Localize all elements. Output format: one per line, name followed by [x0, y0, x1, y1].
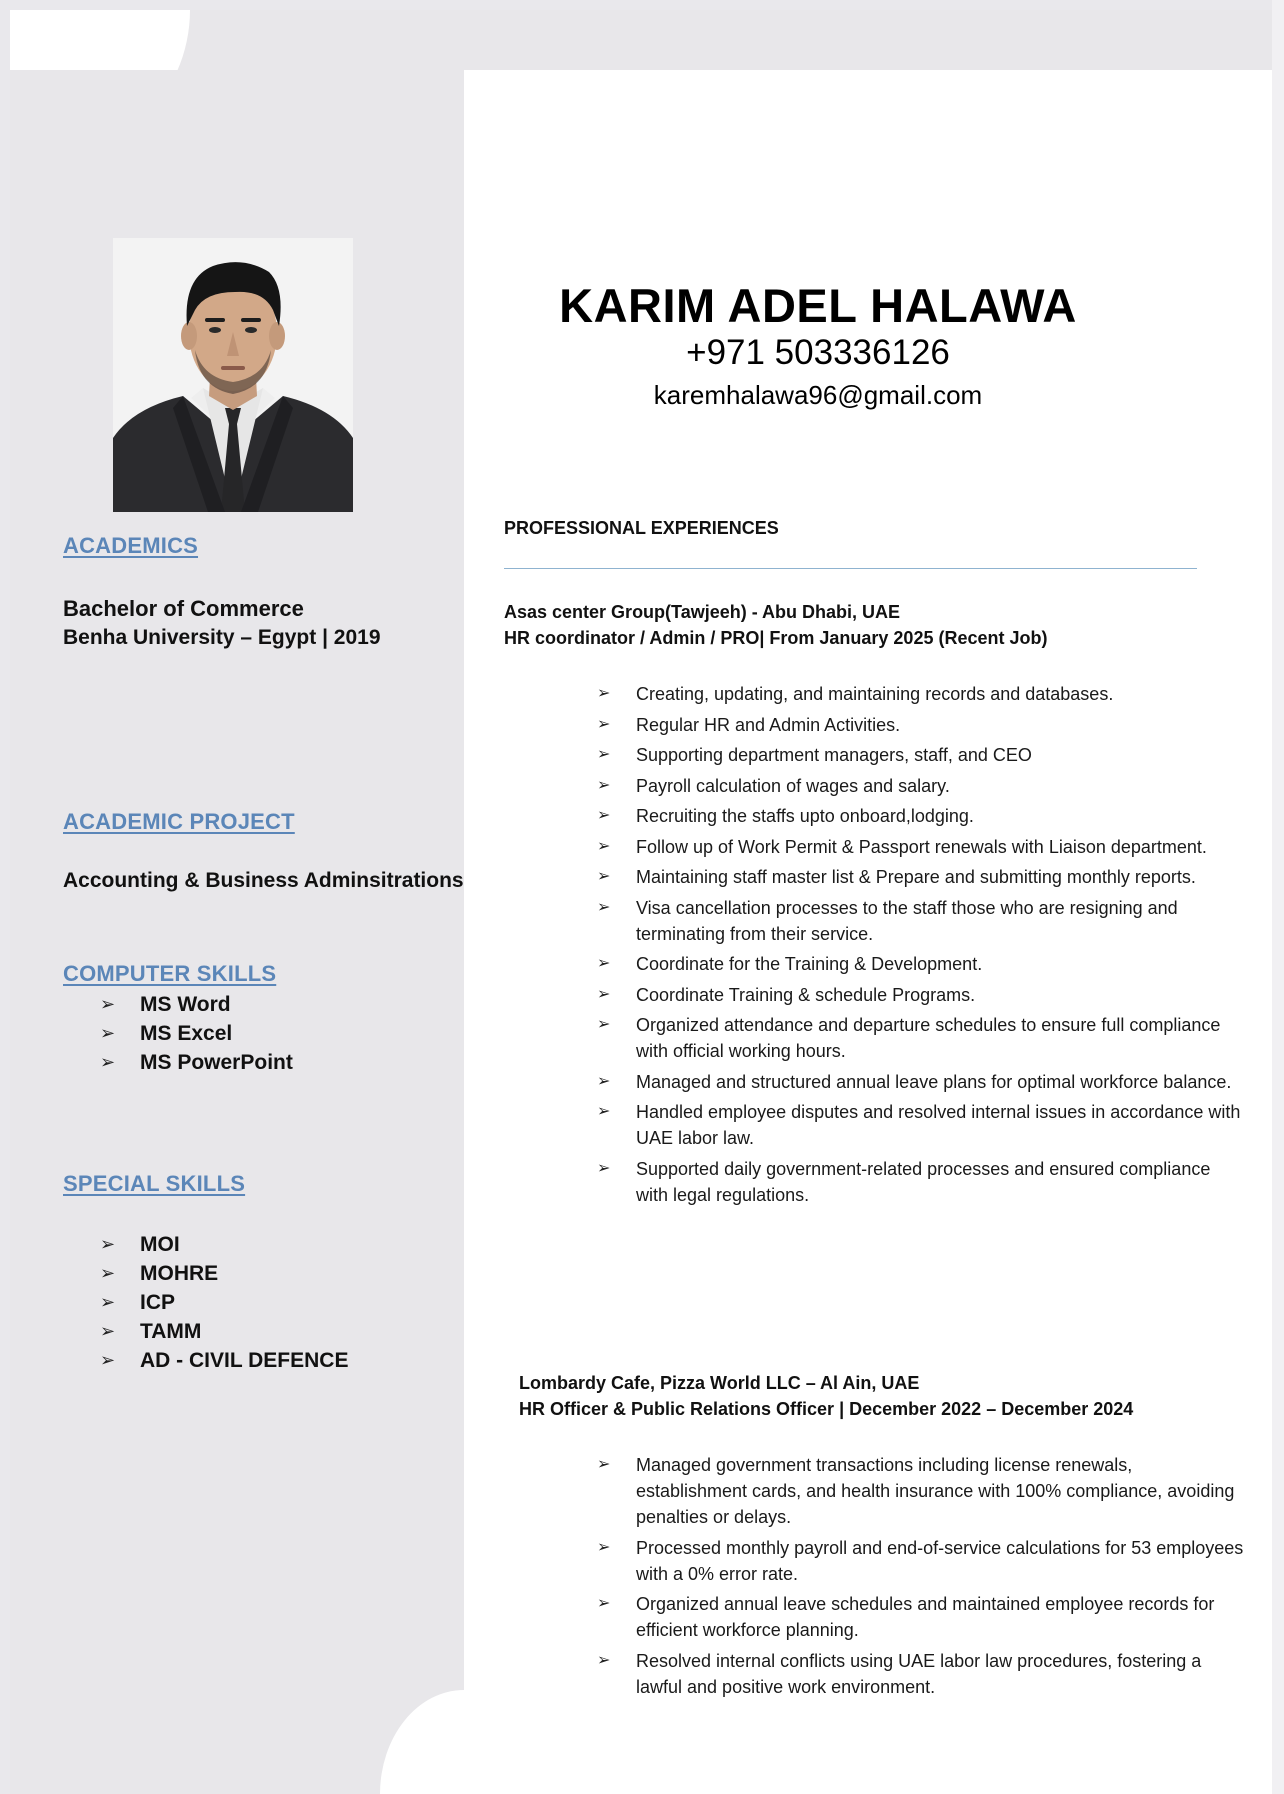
- page-frame-left: [0, 0, 10, 1794]
- experience-heading: PROFESSIONAL EXPERIENCES: [504, 518, 779, 538]
- list-item: ➢ Supported daily government-related processes and ensured compliance with legal regulations.: [597, 1156, 1247, 1208]
- academic-project-heading: ACADEMIC PROJECT: [63, 809, 295, 834]
- list-item: ➢ Managed and structured annual leave plans for optimal workforce balance.: [597, 1069, 1247, 1095]
- job-role: HR coordinator / Admin / PRO| From January 2025 (Recent Job): [504, 628, 1048, 648]
- degree-text: Bachelor of Commerce: [63, 596, 304, 621]
- special-skills-list: [100, 1230, 348, 1375]
- university-text: Benha University – Egypt | 2019: [63, 626, 381, 649]
- list-item: ➢ MS Word: [100, 990, 293, 1019]
- list-item: ➢ Organized attendance and departure schedules to ensure full compliance with official working hours.: [597, 1012, 1247, 1064]
- academics-heading: ACADEMICS: [63, 533, 199, 558]
- list-item: ➢ AD - CIVIL DEFENCE: [100, 1346, 348, 1375]
- list-item: ➢ Handled employee disputes and resolved internal issues in accordance with UAE labor law.: [597, 1099, 1247, 1151]
- candidate-name: KARIM ADEL HALAWA: [559, 279, 1077, 332]
- job-duties-list: [597, 1452, 1247, 1704]
- list-item: ➢ Regular HR and Admin Activities.: [597, 712, 1247, 738]
- list-item: ➢ Managed government transactions including license renewals, establishment cards, and health insurance with 100% compliance, avoiding penalties or delays.: [597, 1452, 1247, 1530]
- list-item: ➢ Payroll calculation of wages and salary.: [597, 773, 1247, 799]
- section-divider: [504, 568, 1197, 569]
- list-item: ➢ Coordinate Training & schedule Programs.: [597, 982, 1247, 1008]
- academic-project-text: Accounting & Business Adminsitrations: [63, 869, 464, 892]
- computer-skills-list: [100, 990, 293, 1077]
- list-item: ➢ Maintaining staff master list & Prepare and submitting monthly reports.: [597, 864, 1247, 890]
- list-item: ➢ Visa cancellation processes to the staff those who are resigning and terminating from their service.: [597, 895, 1247, 947]
- list-item: ➢ MOI: [100, 1230, 348, 1259]
- page-frame-right: [1272, 0, 1284, 1794]
- top-band: [10, 10, 1272, 70]
- list-item: ➢ Supporting department managers, staff, and CEO: [597, 742, 1247, 768]
- job-header: [504, 599, 1047, 651]
- list-item: ➢ MS PowerPoint: [100, 1048, 293, 1077]
- special-skills-heading: SPECIAL SKILLS: [63, 1171, 246, 1196]
- profile-photo: [113, 238, 353, 512]
- list-item: ➢ Follow up of Work Permit & Passport renewals with Liaison department.: [597, 834, 1247, 860]
- list-item: ➢ Organized annual leave schedules and maintained employee records for efficient workforce planning.: [597, 1591, 1247, 1643]
- list-item: ➢ Creating, updating, and maintaining records and databases.: [597, 681, 1247, 707]
- list-item: ➢ TAMM: [100, 1317, 348, 1346]
- list-item: ➢ Coordinate for the Training & Development.: [597, 951, 1247, 977]
- list-item: ➢ ICP: [100, 1288, 348, 1317]
- job-duties-list: [597, 681, 1247, 1212]
- email-address: karemhalawa96@gmail.com: [653, 380, 983, 410]
- job-role: HR Officer & Public Relations Officer | December 2022 – December 2024: [519, 1399, 1134, 1419]
- job-header: [519, 1370, 1133, 1422]
- job-company: Lombardy Cafe, Pizza World LLC – Al Ain, UAE: [519, 1373, 920, 1393]
- list-item: ➢ Recruiting the staffs upto onboard,lodging.: [597, 803, 1247, 829]
- list-item: ➢ MOHRE: [100, 1259, 348, 1288]
- job-company: Asas center Group(Tawjeeh) - Abu Dhabi, UAE: [504, 602, 901, 622]
- list-item: ➢ Processed monthly payroll and end-of-service calculations for 53 employees with a 0% error rate.: [597, 1535, 1247, 1587]
- list-item: ➢ Resolved internal conflicts using UAE labor law procedures, fostering a lawful and positive work environment.: [597, 1648, 1247, 1700]
- list-item: ➢ MS Excel: [100, 1019, 293, 1048]
- phone-number: +971 503336126: [686, 333, 950, 372]
- computer-skills-heading: COMPUTER SKILLS: [63, 961, 277, 986]
- page-frame-top: [0, 0, 1284, 10]
